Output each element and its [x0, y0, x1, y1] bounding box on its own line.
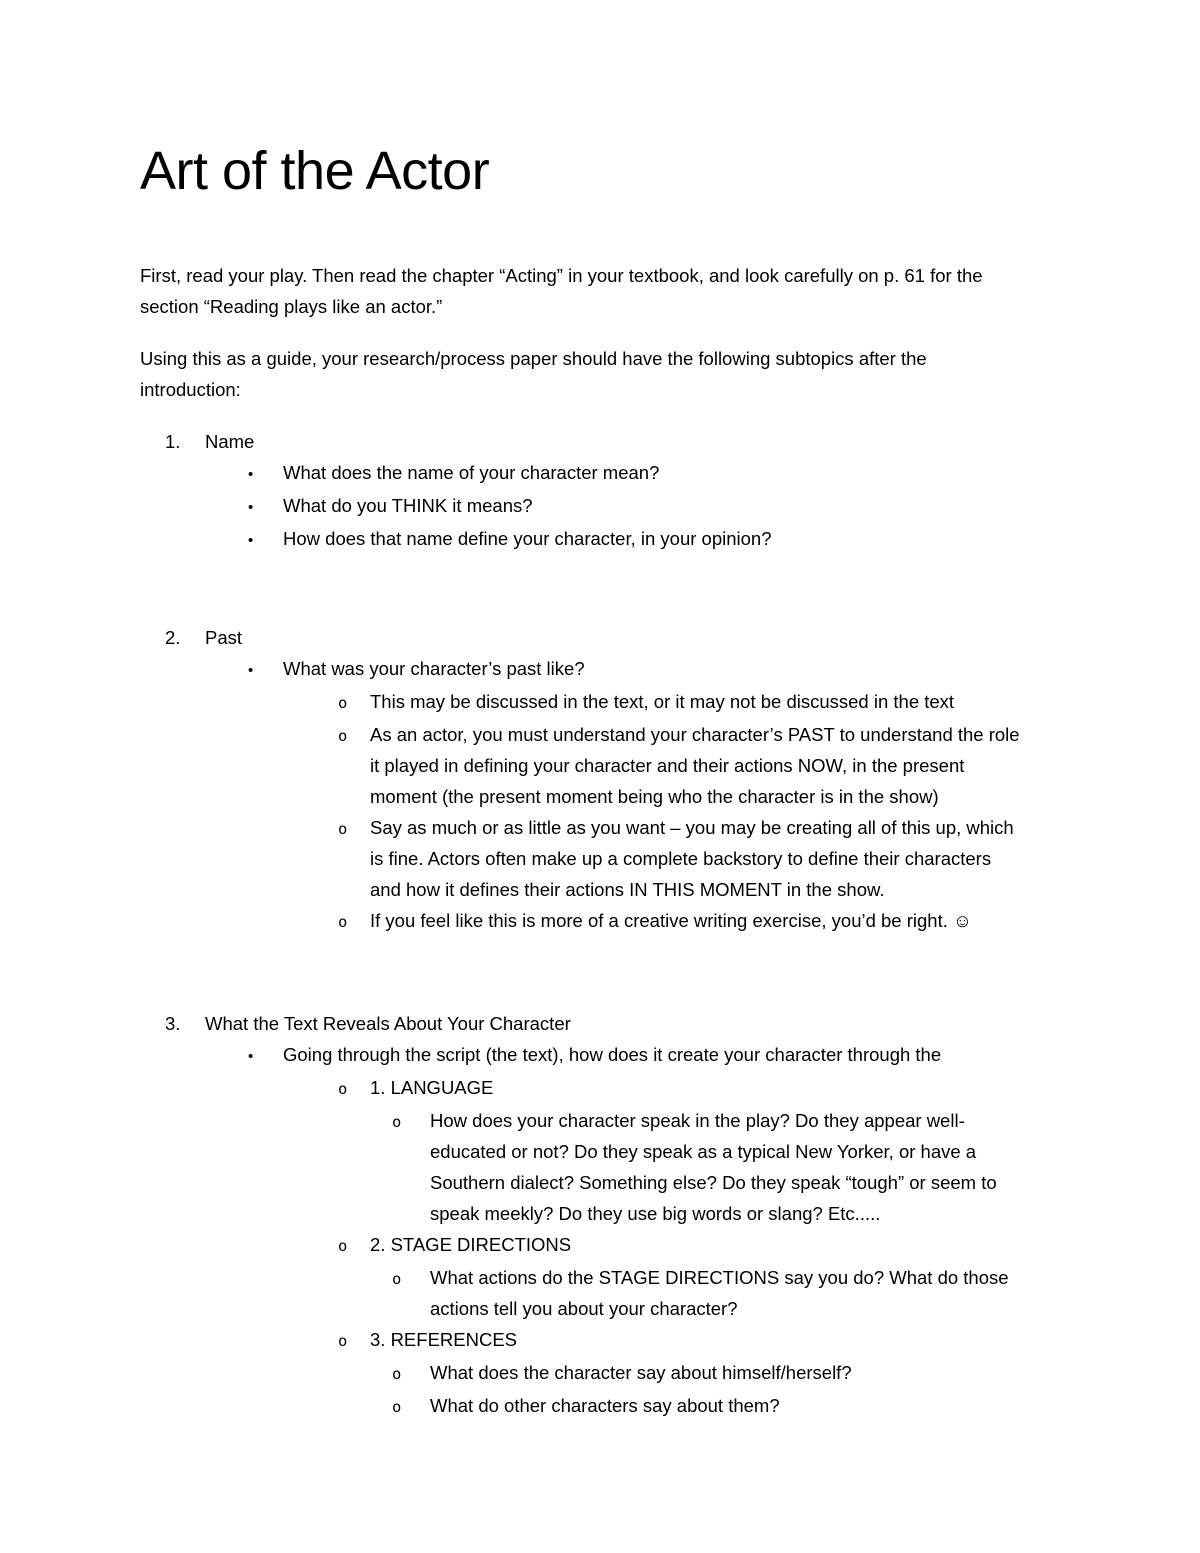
list-item-text: What actions do the STAGE DIRECTIONS say you do? What do those actions tell you about your character? — [430, 1267, 1009, 1319]
list-item-text: What do you THINK it means? — [283, 495, 533, 516]
list-item — [140, 1229, 1070, 1262]
list-item-text: This may be discussed in the text, or it may not be discussed in the text — [370, 691, 955, 712]
circle-marker-icon: o — [338, 820, 348, 838]
list-item — [140, 812, 1070, 905]
list-item — [140, 1105, 1070, 1229]
bullet-icon: • — [248, 1048, 254, 1065]
list-item — [140, 523, 1070, 556]
intro-paragraph: Using this as a guide, your research/process paper should have the following subtopics after the introduction: — [140, 348, 927, 400]
section-number: 2. — [165, 627, 181, 648]
list-item — [140, 1390, 1070, 1423]
circle-marker-icon: o — [392, 1270, 402, 1288]
list-item — [140, 490, 1070, 523]
list-item-text: 2. STAGE DIRECTIONS — [370, 1234, 572, 1255]
circle-marker-icon: o — [338, 1332, 348, 1350]
list-item — [140, 719, 1070, 812]
circle-marker-icon: o — [392, 1113, 402, 1131]
list-item — [140, 1072, 1070, 1105]
section-text-reveals — [140, 1008, 1070, 1423]
circle-marker-icon: o — [338, 1237, 348, 1255]
section-number: 1. — [165, 431, 181, 452]
list-item — [140, 1357, 1070, 1390]
circle-marker-icon: o — [338, 727, 348, 745]
circle-marker-icon: o — [392, 1365, 402, 1383]
list-item-text: If you feel like this is more of a creative writing exercise, you’d be right. ☺ — [370, 910, 972, 931]
list-item — [140, 905, 1070, 938]
list-item-text: How does your character speak in the play? Do they appear well-educated or not? Do they speak as a typical New Yorker, or have a Southern dialect? Something else? Do they speak “tough” or seem to speak meekly? Do they use big words or slang? Etc..... — [430, 1110, 997, 1224]
list-item-text: What does the name of your character mean? — [283, 462, 660, 483]
list-item — [140, 686, 1070, 719]
list-item — [140, 653, 1070, 686]
section-heading — [140, 426, 1070, 457]
list-item-text: What do other characters say about them? — [430, 1395, 780, 1416]
document-title: Art of the Actor — [140, 141, 490, 201]
section-number: 3. — [165, 1013, 181, 1034]
circle-marker-icon: o — [338, 1080, 348, 1098]
intro-paragraph: First, read your play. Then read the chapter “Acting” in your textbook, and look carefully on p. 61 for the section “Reading plays like an actor.” — [140, 265, 983, 317]
list-item-text: 3. REFERENCES — [370, 1329, 518, 1350]
list-item-text: How does that name define your character, in your opinion? — [283, 528, 772, 549]
bullet-icon: • — [248, 532, 254, 549]
list-item-text: Say as much or as little as you want – you may be creating all of this up, which is fine. Actors often make up a complete backstory to define their characters and how it defines their actions IN THIS MOMENT in the show. — [370, 817, 1014, 900]
bullet-icon: • — [248, 499, 254, 516]
bullet-icon: • — [248, 466, 254, 483]
section-heading — [140, 1008, 1070, 1039]
document-content — [140, 140, 1070, 1423]
section-heading-label: Name — [205, 431, 255, 452]
list-item — [140, 1262, 1070, 1324]
section-heading-label: Past — [205, 627, 243, 648]
circle-marker-icon: o — [392, 1398, 402, 1416]
circle-marker-icon: o — [338, 694, 348, 712]
circle-marker-icon: o — [338, 913, 348, 931]
list-item-text: As an actor, you must understand your character’s PAST to understand the role it played in defining your character and their actions NOW, in the present moment (the present moment being who the character is in the show) — [370, 724, 1020, 807]
section-past — [140, 622, 1070, 938]
list-item-text: What was your character’s past like? — [283, 658, 585, 679]
list-item — [140, 1324, 1070, 1357]
section-name — [140, 426, 1070, 556]
bullet-icon: • — [248, 662, 254, 679]
list-item-text: What does the character say about himself/herself? — [430, 1362, 852, 1383]
list-item-text: Going through the script (the text), how does it create your character through the — [283, 1044, 942, 1065]
list-item — [140, 1039, 1070, 1072]
list-item-text: 1. LANGUAGE — [370, 1077, 494, 1098]
list-item — [140, 457, 1070, 490]
section-heading-label: What the Text Reveals About Your Character — [205, 1013, 571, 1034]
section-heading — [140, 622, 1070, 653]
